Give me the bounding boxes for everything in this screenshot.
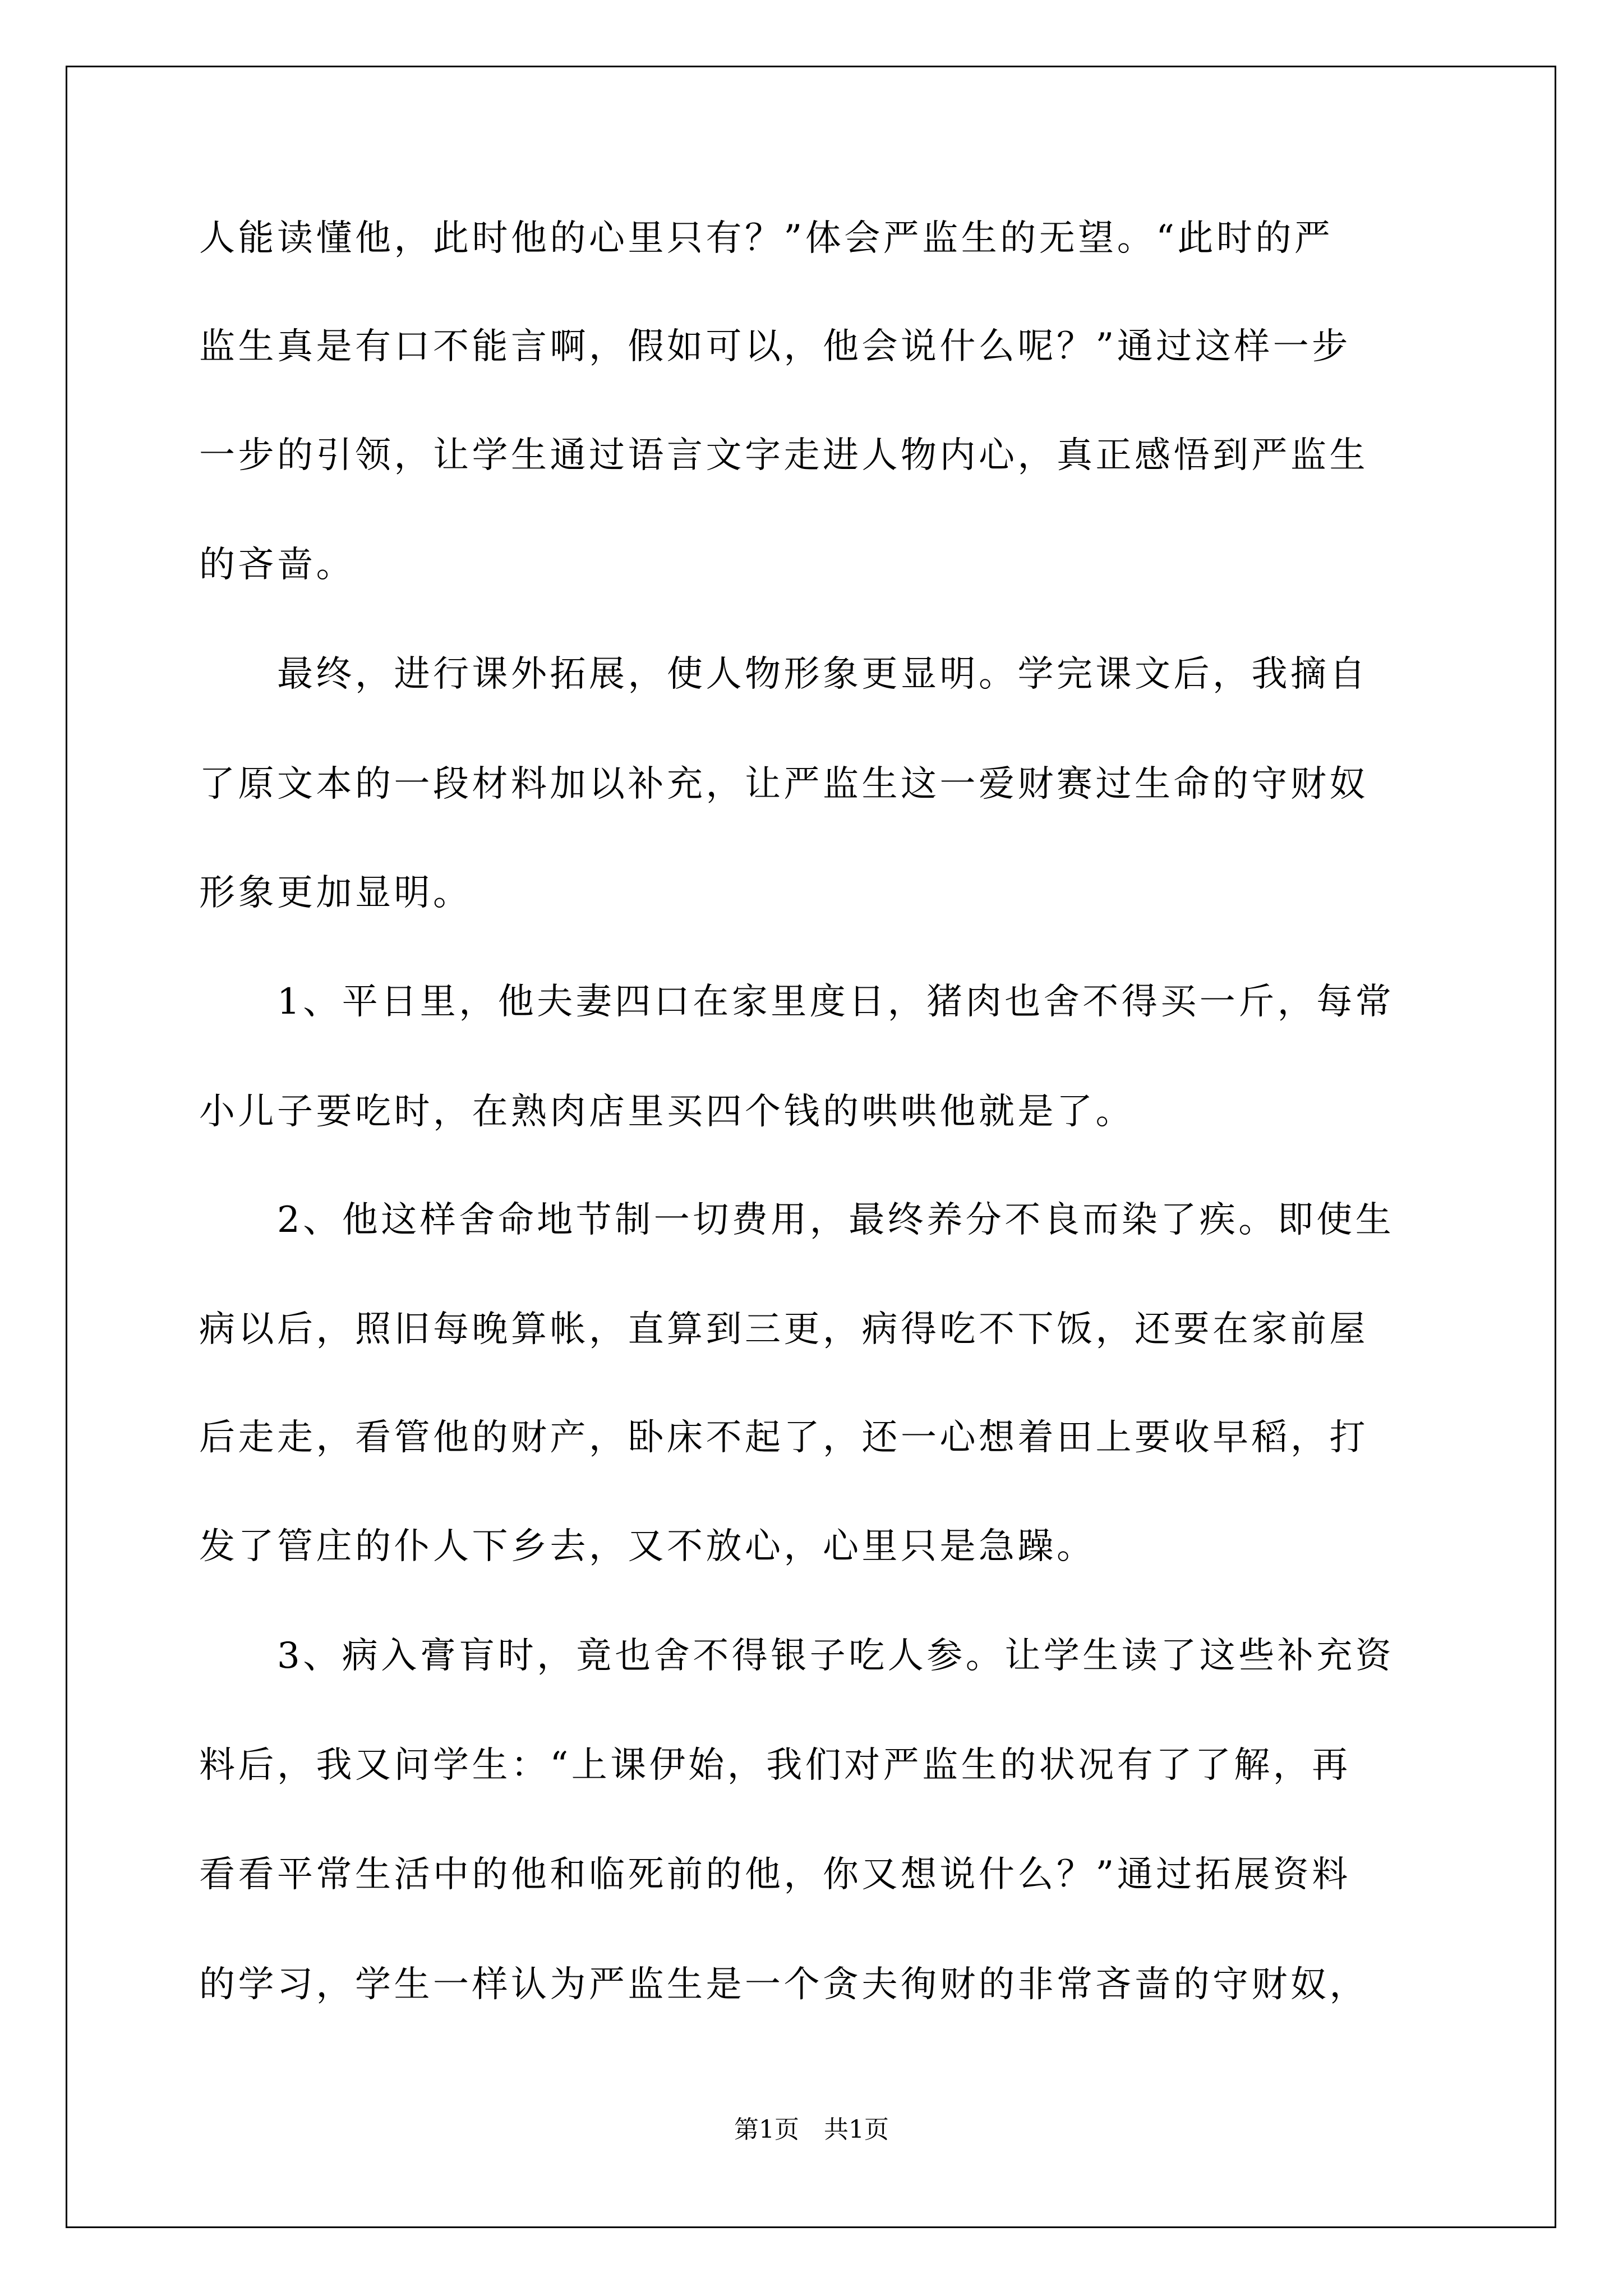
text-line: 2、他这样舍命地节制一切费用，最终养分不良而染了疾。即使生 [199,1199,1395,1241]
text-line: 监生真是有口不能言啊，假如可以，他会说什么呢？”通过这样一步 [199,326,1351,367]
text-line: 一步的引领，让学生通过语言文字走进人物内心，真正感悟到严监生 [199,435,1368,476]
text-line: 后走走，看管他的财产，卧床不起了，还一心想着田上要收早稻，打 [199,1417,1368,1458]
text-line: 的学习，学生一样认为严监生是一个贪夫徇财的非常吝啬的守财奴， [199,1964,1368,2005]
page-number-footer: 第1页 共1页 [734,2115,889,2144]
text-line: 病以后，照旧每晚算帐，直算到三更，病得吃不下饭，还要在家前屋 [199,1309,1368,1350]
text-line: 料后，我又问学生：“上课伊始，我们对严监生的状况有了了解，再 [199,1745,1351,1786]
document-body [199,211,1433,2012]
text-line: 看看平常生活中的他和临死前的他，你又想说什么？”通过拓展资料 [199,1854,1351,1895]
text-line: 的吝啬。 [199,544,355,586]
text-line: 人能读懂他，此时他的心里只有？”体会严监生的无望。“此时的严 [199,218,1334,259]
text-line: 1、平日里，他夫妻四口在家里度日，猪肉也舍不得买一斤，每常 [199,981,1395,1023]
text-line: 小儿子要吃时，在熟肉店里买四个钱的哄哄他就是了。 [199,1091,1135,1133]
text-line: 形象更加显明。 [199,872,472,914]
text-line: 3、病入膏肓时，竟也舍不得银子吃人参。让学生读了这些补充资 [199,1635,1395,1677]
text-line: 发了管庄的仆人下乡去，又不放心，心里只是急躁。 [199,1526,1096,1567]
text-line: 了原文本的一段材料加以补充，让严监生这一爱财赛过生命的守财奴 [199,763,1368,805]
text-line: 最终，进行课外拓展，使人物形象更显明。学完课文后，我摘自 [199,654,1368,695]
